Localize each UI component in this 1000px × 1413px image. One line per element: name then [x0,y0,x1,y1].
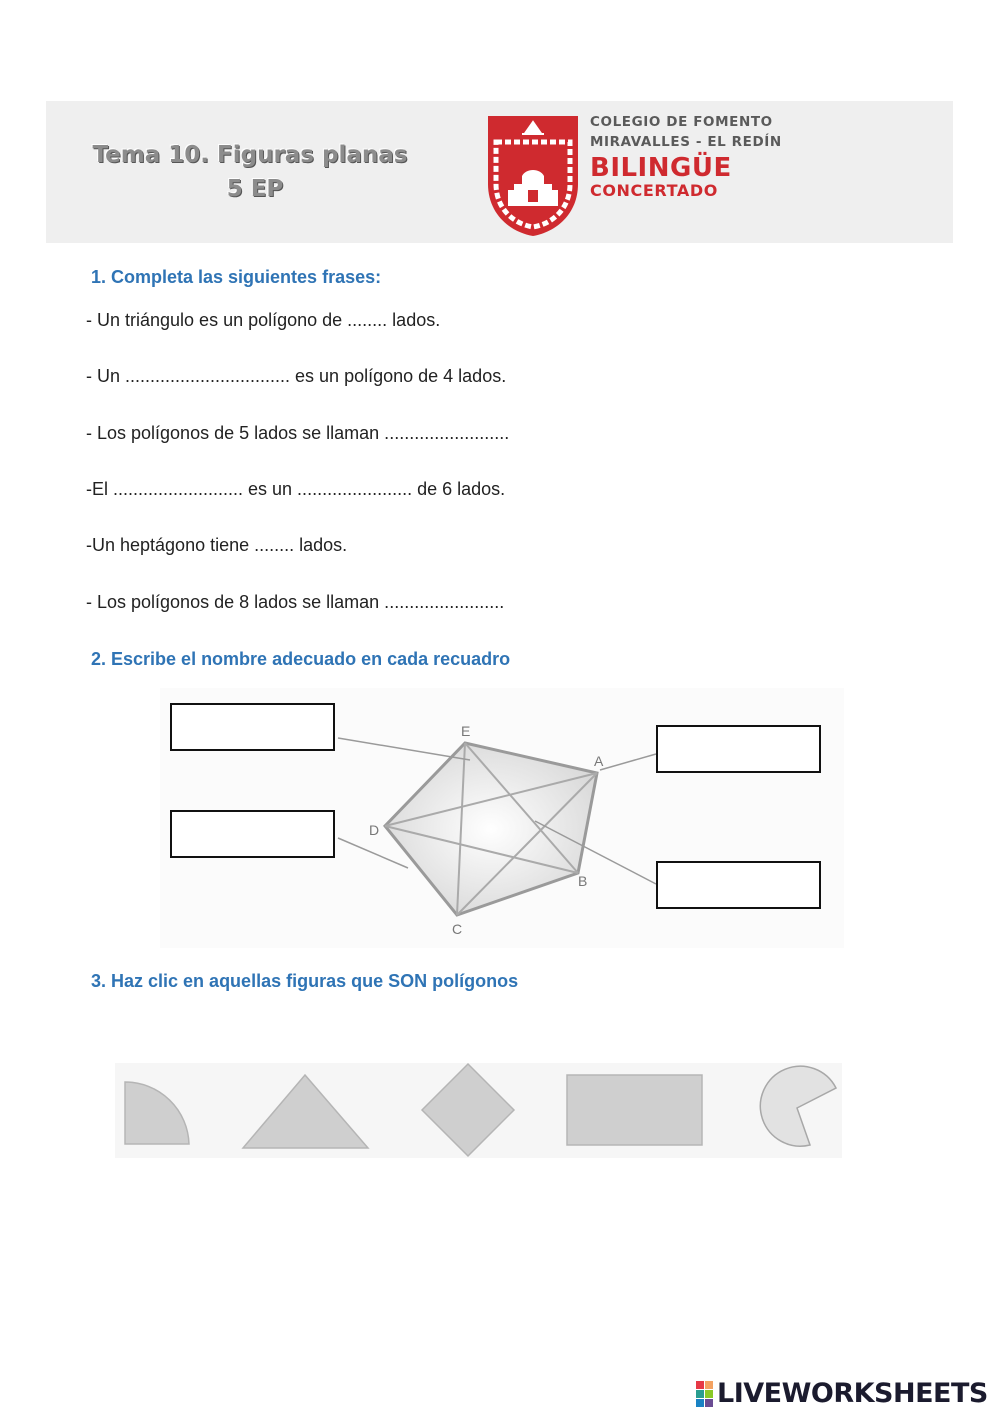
sentence-1: - Un triángulo es un polígono de ........ lados. [86,310,441,330]
liveworksheets-logo [696,1378,988,1409]
section3-heading: 3. Haz clic en aquellas figuras que SON polígonos [91,971,519,991]
worksheet-title [90,138,410,206]
triangle-shape[interactable] [243,1075,368,1148]
title-line1: Tema 10. Figuras planas [92,142,408,168]
school-line3: BILINGÜE [590,153,732,183]
rectangle-shape[interactable] [567,1075,702,1145]
answer-box-top-right[interactable] [656,725,821,773]
answer-box-bottom-right[interactable] [656,861,821,909]
rhombus-shape[interactable] [422,1064,514,1156]
sentence-4: -El .......................... es un ....................... de 6 lados. [86,479,506,499]
school-line1: COLEGIO DE FOMENTO [590,114,773,130]
section1-heading: 1. Completa las siguientes frases: [91,267,382,287]
sentence-3: - Los polígonos de 5 lados se llaman ......................... [86,423,510,443]
shapes-svg [0,1060,1000,1165]
school-name [590,112,782,200]
vertex-label-a: A [594,753,604,769]
pentagon-shape [385,743,597,915]
sentence-6: - Los polígonos de 8 lados se llaman ........................ [86,592,505,612]
vertex-label-b: B [578,873,588,889]
vertex-label-d: D [369,822,380,838]
logo-mark-icon [696,1381,713,1407]
school-line2: MIRAVALLES - EL REDÍN [590,134,782,150]
pacman-shape[interactable] [760,1066,836,1146]
answer-box-bottom-left[interactable] [170,810,335,858]
school-line4: CONCERTADO [590,181,718,200]
sentence-5: -Un heptágono tiene ........ lados. [86,535,348,555]
logo-text: LIVEWORKSHEETS [717,1378,988,1409]
vertex-label-c: C [452,921,463,937]
school-crest-icon [486,114,580,238]
sentence-2: - Un ................................. es un polígono de 4 lados. [86,366,507,386]
answer-box-top-left[interactable] [170,703,335,751]
title-line2: 5 EP [226,176,284,202]
section2-heading: 2. Escribe el nombre adecuado en cada recuadro [91,649,511,669]
quarter-circle-shape[interactable] [125,1082,189,1144]
vertex-label-e: E [461,723,471,739]
